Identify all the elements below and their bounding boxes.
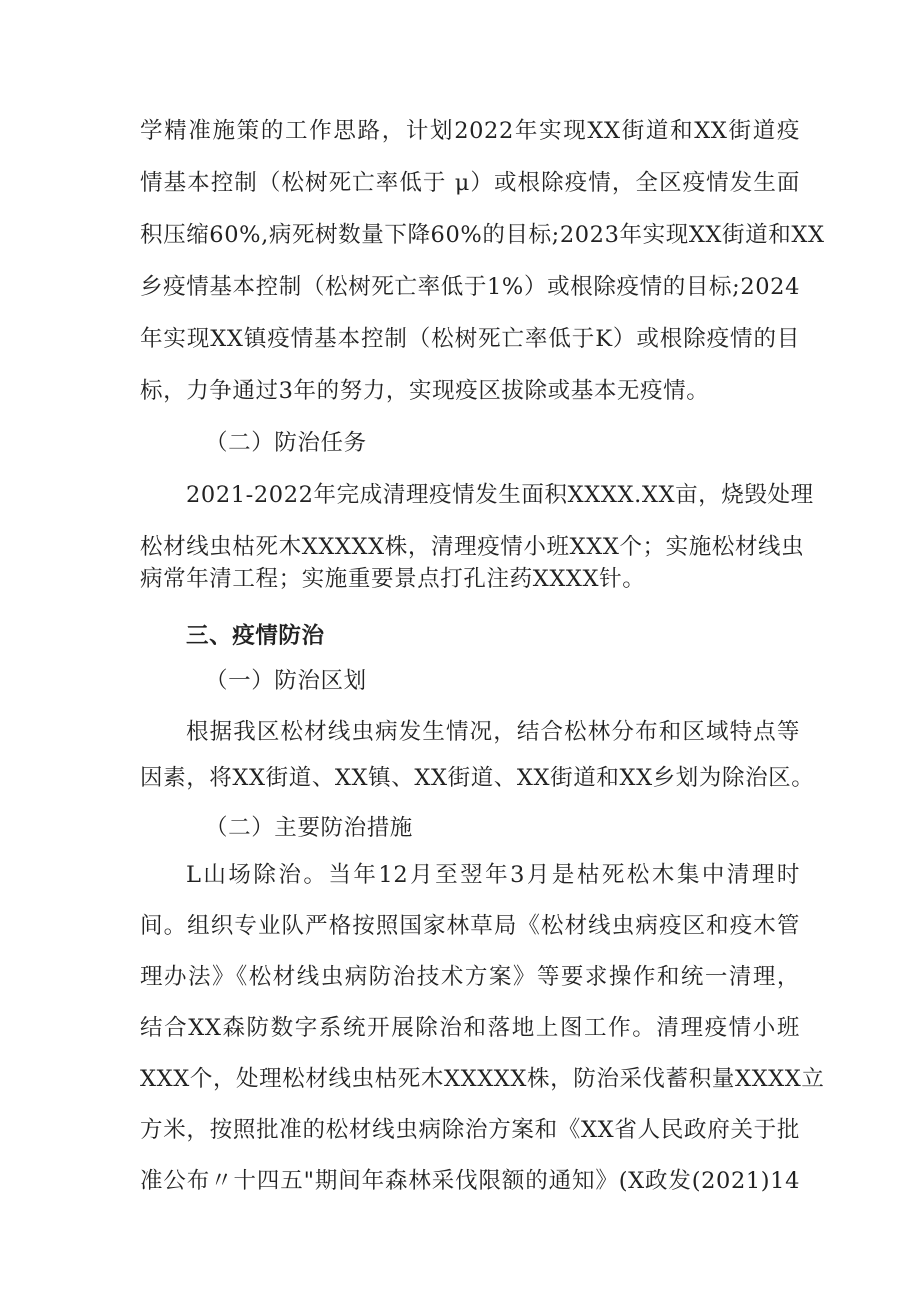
body-text-line: 乡疫情基本控制（松树死亡率低于1%）或根除疫情的目标;2024 [140,274,800,300]
body-text-line: 结合XX森防数字系统开展除治和落地上图工作。清理疫情小班 [140,1015,800,1041]
subsection-heading: （一）防治区划 [205,668,367,694]
body-text-line: 根据我区松材线虫病发生情况，结合松林分布和区域特点等 [186,719,800,745]
section-heading: 三、疫情防治 [186,623,325,649]
body-text-line: 年实现XX镇疫情基本控制（松树死亡率低于K）或根除疫情的目 [140,326,800,352]
body-text-line: 理办法》《松材线虫病防治技术方案》等要求操作和统一清理， [140,964,800,990]
body-text-line: 准公布〃十四五"期间年森林采伐限额的通知》(X政发(2021)14 [140,1168,800,1194]
body-text-line: 标，力争通过3年的努力，实现疫区拔除或基本无疫情。 [140,378,710,404]
body-text-line: 学精准施策的工作思路，计划2022年实现XX街道和XX街道疫 [140,118,800,144]
body-text-line: 2021-2022年完成清理疫情发生面积XXXX.XX亩，烧毁处理 [186,482,814,508]
body-text-line: 因素，将XX街道、XX镇、XX街道、XX街道和XX乡划为除治区。 [140,765,815,791]
body-text-line: 情基本控制（松树死亡率低于 μ）或根除疫情，全区疫情发生面 [140,170,800,196]
body-text-line: 间。组织专业队严格按照国家林草局《松材线虫病疫区和疫木管 [140,913,800,939]
body-text-line: 松材线虫枯死木XXXXX株，清理疫情小班XXX个；实施松材线虫 [140,534,805,560]
body-text-line: XXX个，处理松材线虫枯死木XXXXX株，防治采伐蓄积量XXXX立 [140,1066,825,1092]
body-text-line: 方米，按照批准的松材线虫病除治方案和《XX省人民政府关于批 [140,1117,800,1143]
body-text-line: 病常年清工程；实施重要景点打孔注药XXXX针。 [140,566,646,592]
subsection-heading: （二）防治任务 [205,430,367,456]
body-text-line: 积压缩60%,病死树数量下降60%的目标;2023年实现XX街道和XX [140,222,825,248]
body-text-line: L山场除治。当年12月至翌年3月是枯死松木集中清理时 [186,862,800,888]
subsection-heading: （二）主要防治措施 [205,815,413,841]
